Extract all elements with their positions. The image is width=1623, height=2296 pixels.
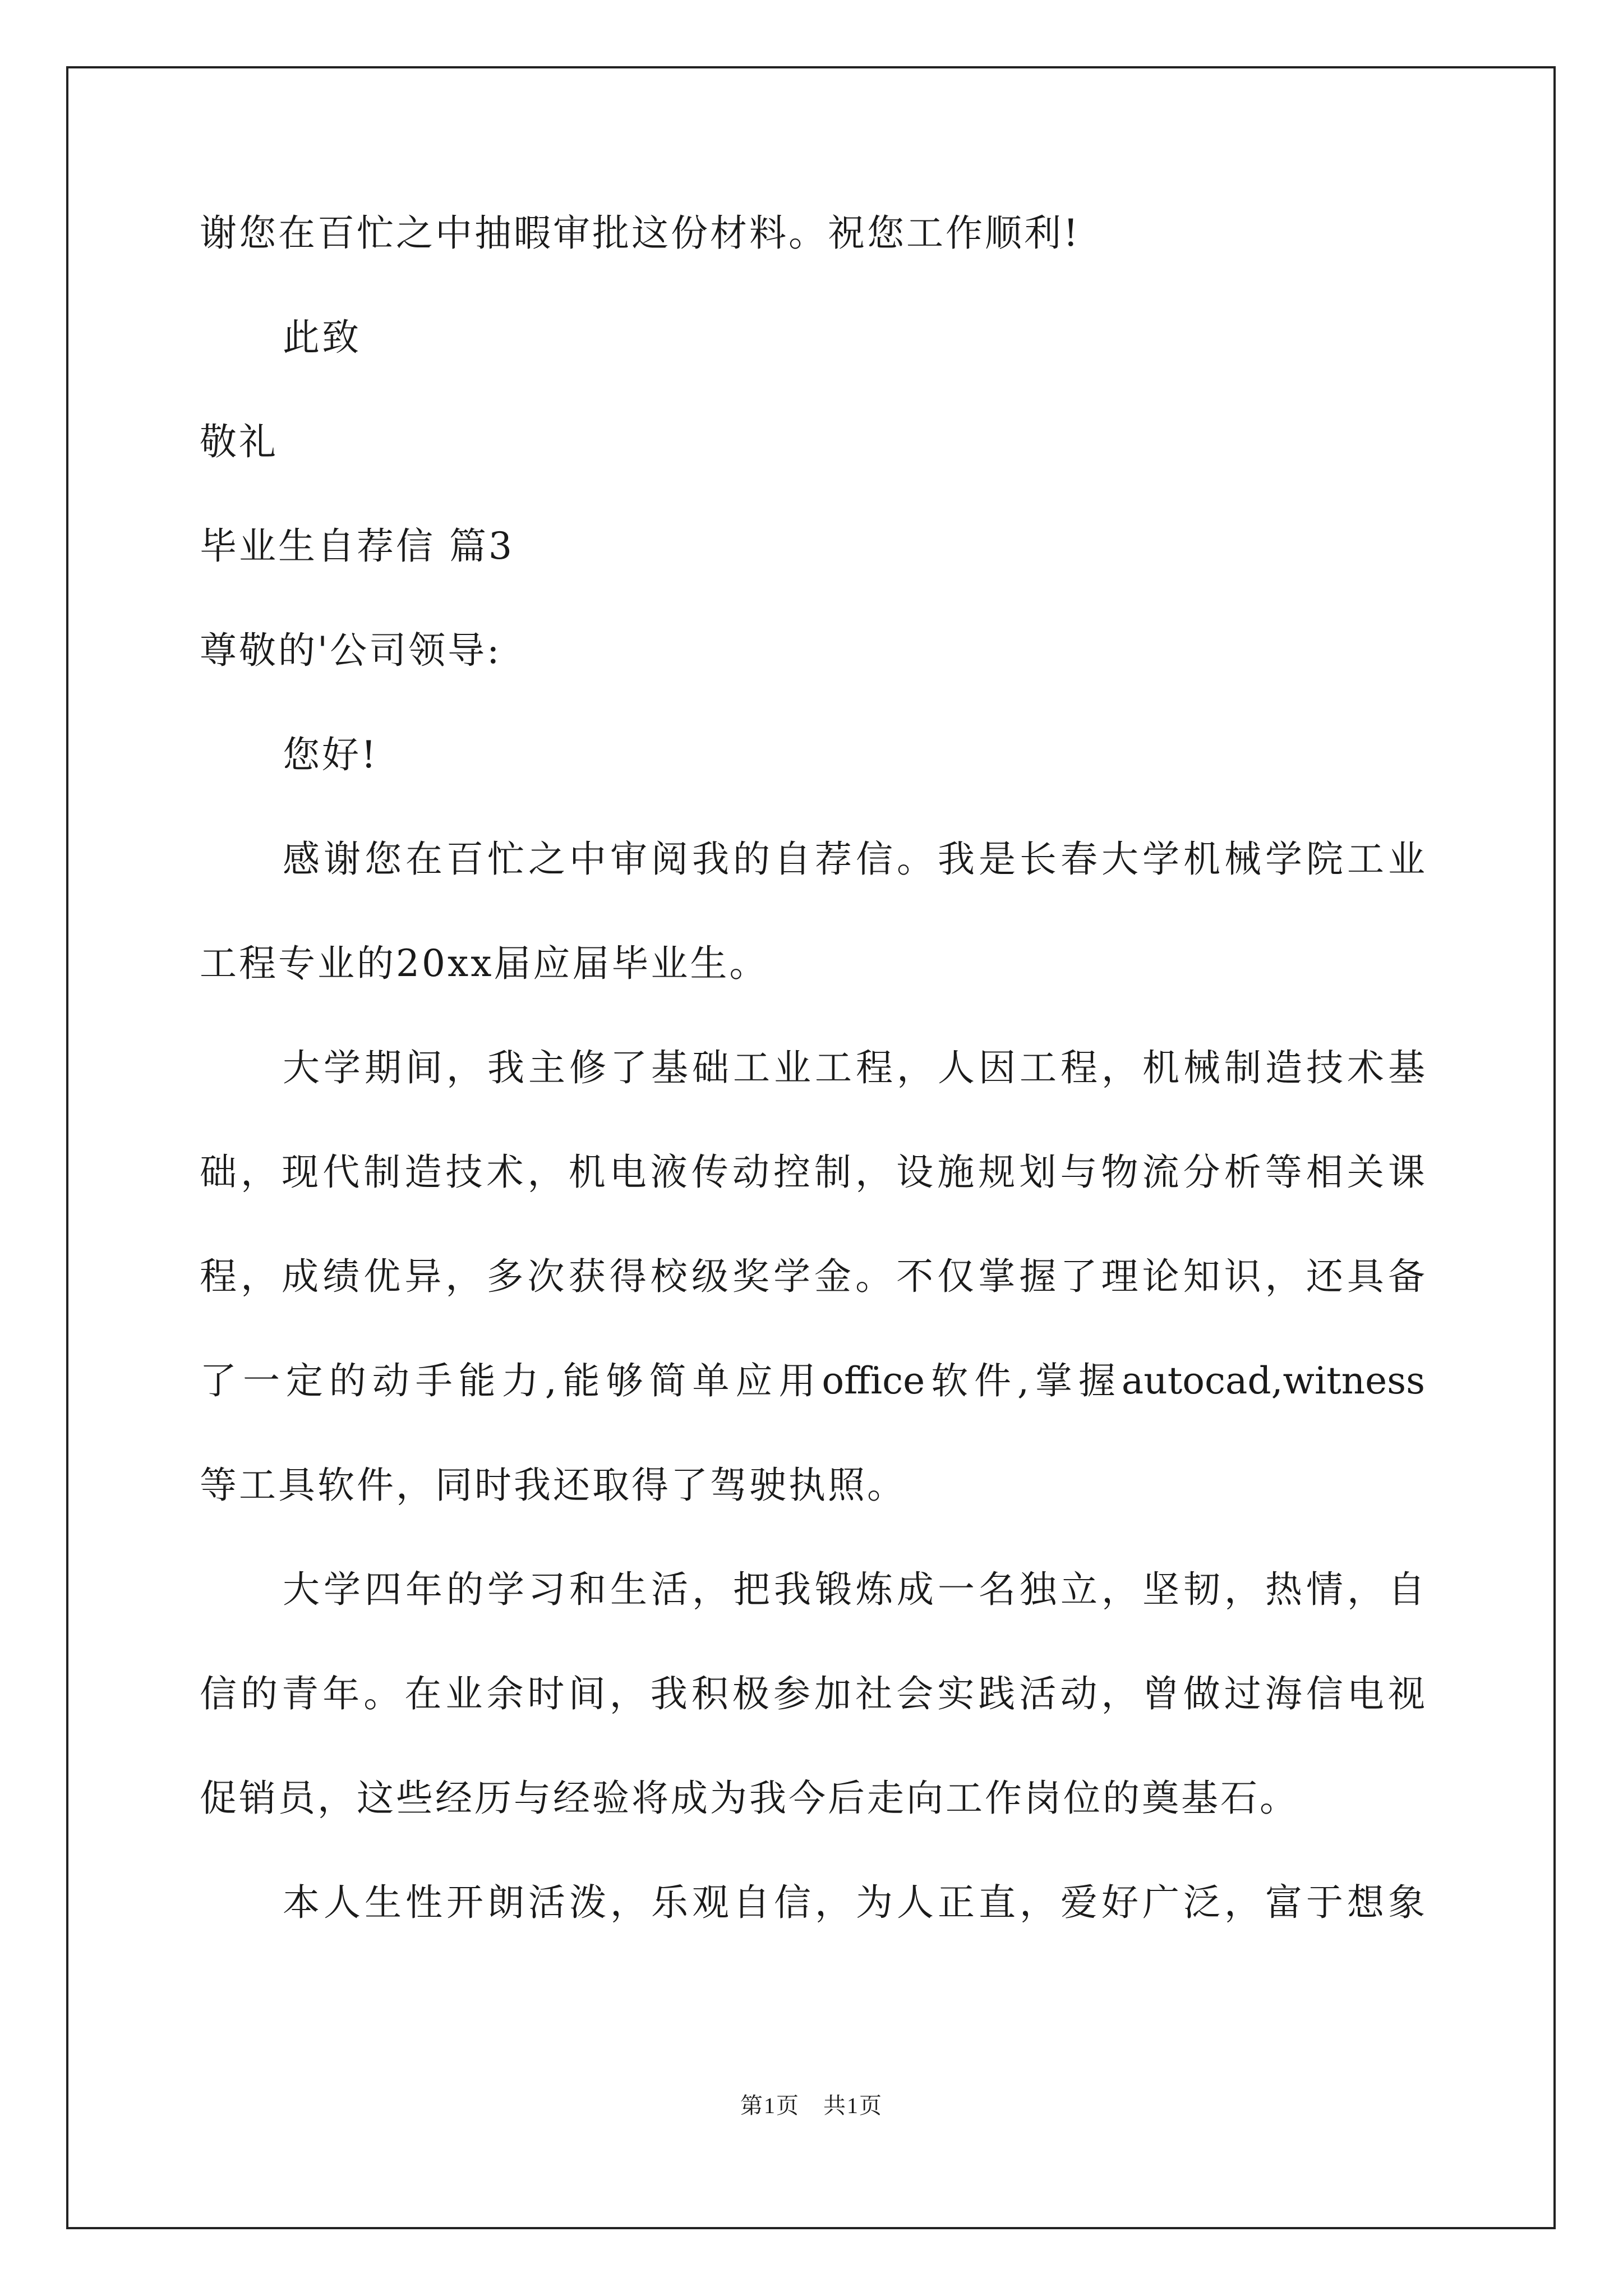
text-line: 此致 bbox=[283, 316, 361, 359]
salutation: 尊敬的'公司领导: bbox=[200, 629, 502, 672]
section-heading: 毕业生自荐信 篇3 bbox=[200, 524, 514, 568]
text-line: 工程专业的20xx届应届毕业生。 bbox=[200, 942, 769, 985]
text-line: 了一定的动手能力,能够简单应用office软件,掌握autocad,witness bbox=[200, 1359, 1425, 1402]
text-line: 您好! bbox=[283, 733, 379, 776]
text-line: 大学四年的学习和生活，把我锻炼成一名独立，坚韧，热情，自 bbox=[283, 1568, 1425, 1611]
text-line: 等工具软件，同时我还取得了驾驶执照。 bbox=[200, 1464, 906, 1507]
text-line: 程，成绩优异，多次获得校级奖学金。不仅掌握了理论知识，还具备 bbox=[200, 1255, 1425, 1298]
text-line: 信的青年。在业余时间，我积极参加社会实践活动，曾做过海信电视 bbox=[200, 1672, 1425, 1715]
text-line: 谢您在百忙之中抽暇审批这份材料。祝您工作顺利! bbox=[200, 211, 1081, 255]
text-line: 促销员，这些经历与经验将成为我今后走向工作岗位的奠基石。 bbox=[200, 1777, 1299, 1820]
text-line: 大学期间，我主修了基础工业工程，人因工程，机械制造技术基 bbox=[283, 1046, 1425, 1089]
page-footer: 第1页 共1页 bbox=[740, 2093, 883, 2118]
text-line: 感谢您在百忙之中审阅我的自荐信。我是长春大学机械学院工业 bbox=[283, 838, 1425, 881]
text-line: 础，现代制造技术，机电液传动控制，设施规划与物流分析等相关课 bbox=[200, 1151, 1425, 1194]
text-line: 本人生性开朗活泼，乐观自信，为人正直，爱好广泛，富于想象 bbox=[283, 1881, 1425, 1924]
text-line: 敬礼 bbox=[200, 420, 278, 463]
